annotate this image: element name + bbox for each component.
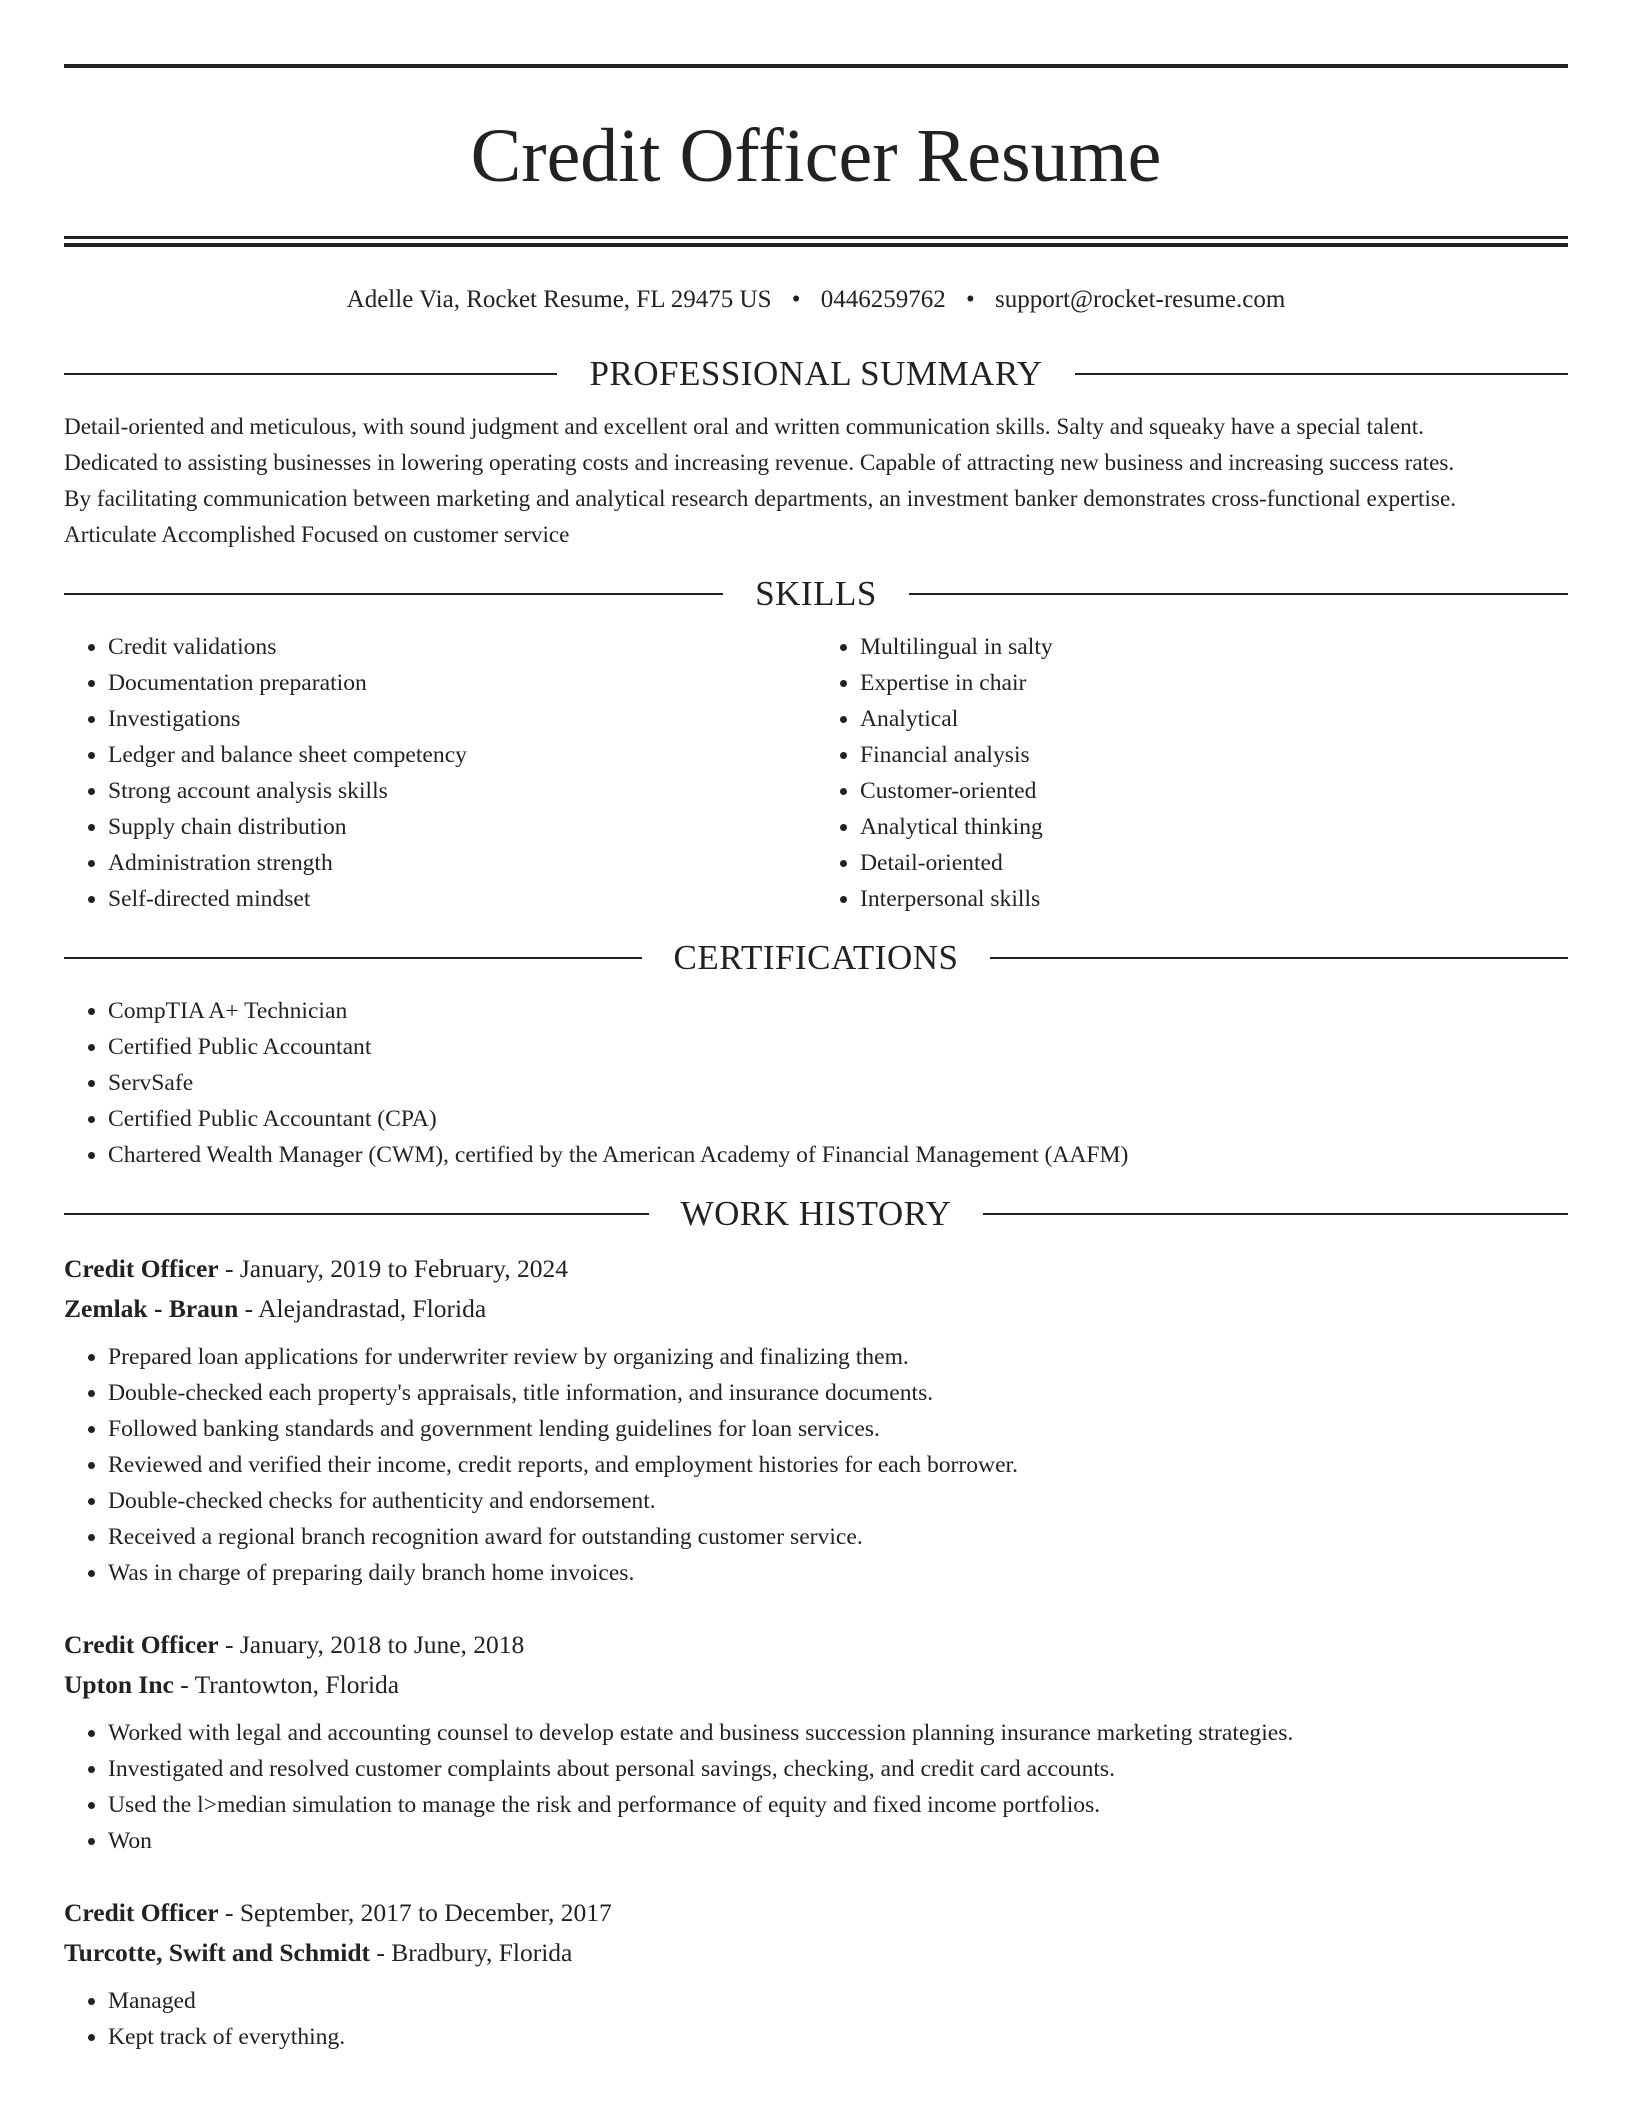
job-company-line (64, 1289, 1568, 1329)
job-entry (64, 1249, 1568, 1591)
job-duty: • Reviewed and verified their income, credit reports, and employment histories for each borrower. (108, 1447, 1568, 1483)
job-company-line (64, 1665, 1568, 1705)
contact-address: Adelle Via, Rocket Resume, FL 29475 US (346, 286, 772, 313)
section-title: SKILLS (755, 574, 877, 613)
section-title: PROFESSIONAL SUMMARY (589, 354, 1043, 393)
job-title-line (64, 1625, 1568, 1665)
certification-item: • Chartered Wealth Manager (CWM), certified by the American Academy of Financial Management (AAFM) (108, 1137, 1568, 1173)
job-duty: • Kept track of everything. (108, 2019, 1568, 2055)
heading-rule (64, 1213, 649, 1215)
skills-list-left (64, 629, 816, 917)
job-company: Turcotte, Swift and Schmidt (64, 1938, 371, 1967)
summary-line: Detail-oriented and meticulous, with sound judgment and excellent oral and written communication skills. Salty and squeaky have a special talent. (64, 414, 1424, 440)
skill-item: • Financial analysis (860, 737, 1568, 773)
job-duty: • Was in charge of preparing daily branch home invoices. (108, 1555, 1568, 1591)
section-heading-skills (64, 573, 1568, 615)
skill-item: • Expertise in chair (860, 665, 1568, 701)
heading-rule (909, 593, 1568, 595)
job-company: Zemlak - Braun (64, 1294, 239, 1323)
job-title: Credit Officer (64, 1630, 219, 1659)
skill-item: • Documentation preparation (108, 665, 816, 701)
job-entry (64, 1625, 1568, 1859)
section-title: CERTIFICATIONS (673, 938, 959, 977)
contact-separator: • (791, 286, 801, 313)
job-duty: • Followed banking standards and government lending guidelines for loan services. (108, 1411, 1568, 1447)
job-duties-list (64, 1339, 1568, 1591)
contact-line (64, 285, 1568, 315)
skill-item: • Multilingual in salty (860, 629, 1568, 665)
skill-item: • Credit validations (108, 629, 816, 665)
resume-page (64, 64, 1568, 2055)
job-duty: • Managed (108, 1983, 1568, 2019)
job-duties-list (64, 1983, 1568, 2055)
skill-item: • Strong account analysis skills (108, 773, 816, 809)
job-duty: • Used the l>median simulation to manage the risk and performance of equity and fixed income portfolios. (108, 1787, 1568, 1823)
job-location: - Trantowton, Florida (173, 1670, 400, 1699)
top-rule (64, 64, 1568, 68)
certifications-list (64, 993, 1568, 1173)
job-location: - Bradbury, Florida (370, 1938, 573, 1967)
contact-separator: • (966, 286, 975, 313)
heading-rule (983, 1213, 1568, 1215)
job-duty: • Double-checked checks for authenticity and endorsement. (108, 1483, 1568, 1519)
job-title-line (64, 1249, 1568, 1289)
skill-item: • Administration strength (108, 845, 816, 881)
job-title-line (64, 1893, 1568, 1933)
section-heading-summary (64, 353, 1568, 395)
contact-phone: 0446259762 (820, 286, 946, 313)
section-title: WORK HISTORY (680, 1194, 952, 1233)
contact-email: support@rocket-resume.com (995, 286, 1286, 313)
heading-rule (990, 957, 1568, 959)
job-company: Upton Inc (64, 1670, 174, 1699)
job-duty: • Worked with legal and accounting counsel to develop estate and business succession planning insurance marketing strategies. (108, 1715, 1568, 1751)
heading-rule (64, 957, 642, 959)
certification-item: • CompTIA A+ Technician (108, 993, 1568, 1029)
summary-paragraph (64, 409, 1568, 553)
skill-item: • Detail-oriented (860, 845, 1568, 881)
skill-item: • Interpersonal skills (860, 881, 1568, 917)
certification-item: • Certified Public Accountant (108, 1029, 1568, 1065)
certification-item: • ServSafe (108, 1065, 1568, 1101)
heading-rule (1075, 373, 1568, 375)
skill-item: • Analytical (860, 701, 1568, 737)
skill-item: • Self-directed mindset (108, 881, 816, 917)
section-heading-work-history (64, 1193, 1568, 1235)
skills-columns (64, 615, 1568, 917)
job-title: Credit Officer (64, 1254, 219, 1283)
job-dates: - January, 2019 to February, 2024 (218, 1254, 568, 1283)
title-double-rule (64, 236, 1568, 247)
summary-line: By facilitating communication between marketing and analytical research departments, an investment banker demonstrates cross-functional expertise. (64, 486, 1457, 512)
skill-item: • Ledger and balance sheet competency (108, 737, 816, 773)
summary-line: Dedicated to assisting businesses in lowering operating costs and increasing revenue. Capable of attracting new business and increasing success rates. (64, 450, 1455, 476)
job-dates: - January, 2018 to June, 2018 (218, 1630, 525, 1659)
skill-item: • Investigations (108, 701, 816, 737)
skills-list-right (816, 629, 1568, 917)
heading-rule (64, 373, 557, 375)
heading-rule (64, 593, 723, 595)
job-title: Credit Officer (64, 1898, 219, 1927)
certification-item: • Certified Public Accountant (CPA) (108, 1101, 1568, 1137)
resume-title: Credit Officer Resume (470, 114, 1162, 198)
skill-item: • Supply chain distribution (108, 809, 816, 845)
skill-item: • Analytical thinking (860, 809, 1568, 845)
summary-line: Articulate Accomplished Focused on customer service (64, 522, 570, 548)
job-location: - Alejandrastad, Florida (238, 1294, 487, 1323)
job-duty: • Investigated and resolved customer complaints about personal savings, checking, and credit card accounts. (108, 1751, 1568, 1787)
job-duty: • Won (108, 1823, 1568, 1859)
job-duty: • Received a regional branch recognition award for outstanding customer service. (108, 1519, 1568, 1555)
job-dates: - September, 2017 to December, 2017 (218, 1898, 612, 1927)
job-duty: • Prepared loan applications for underwriter review by organizing and finalizing them. (108, 1339, 1568, 1375)
job-duties-list (64, 1715, 1568, 1859)
job-company-line (64, 1933, 1568, 1973)
job-entry (64, 1893, 1568, 2055)
section-heading-certifications (64, 937, 1568, 979)
job-duty: • Double-checked each property's appraisals, title information, and insurance documents. (108, 1375, 1568, 1411)
skill-item: • Customer-oriented (860, 773, 1568, 809)
